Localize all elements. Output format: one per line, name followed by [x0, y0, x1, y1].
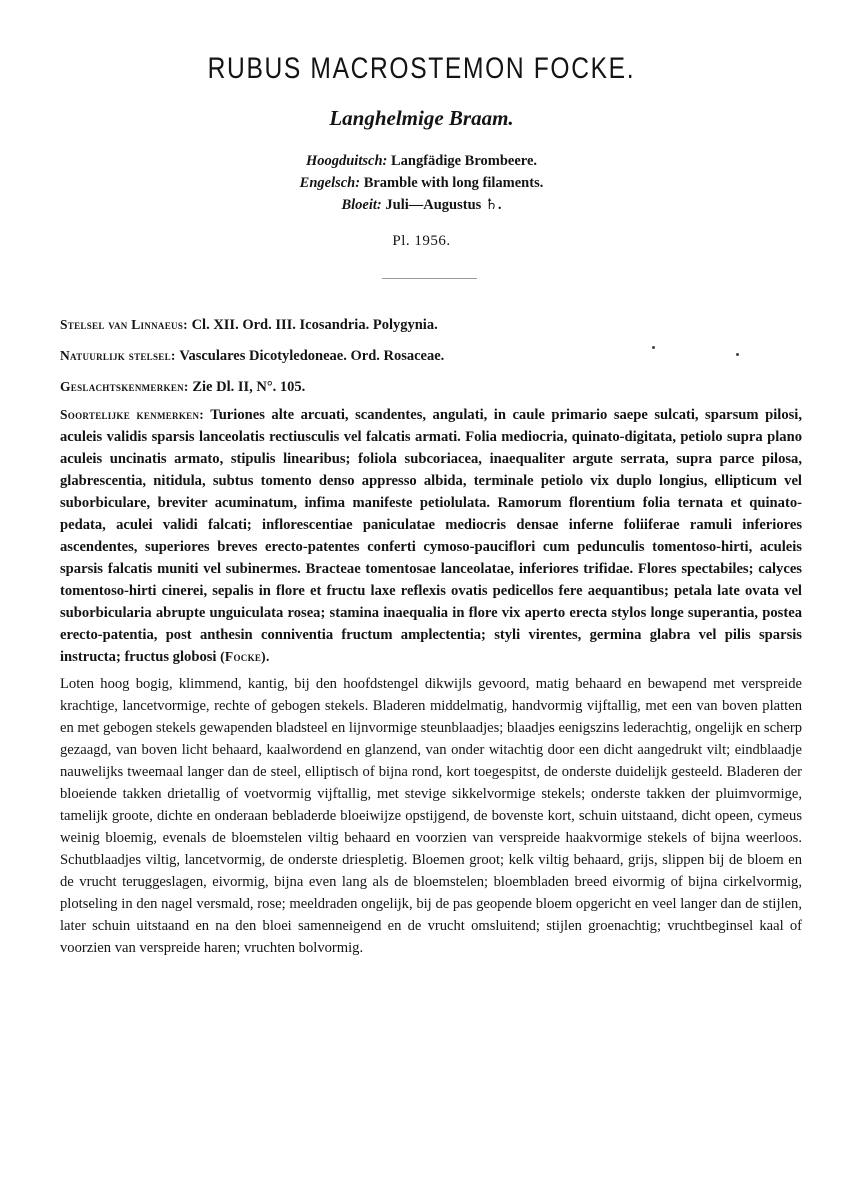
print-speck	[736, 353, 739, 356]
dutch-description-paragraph: Loten hoog bogig, klimmend, kantig, bij den hoofdstengel dikwijls gevoord, matig behaard en bewapend met verspreide krachtige, lancetvormige, rechte of gebogen stekels. Bladeren middelmatig, handvormig vijftallig, met een van boven platten en met gebogen stekels gewapenden bladsteel en lijnvormige steunblaadjes; blaadjes eenigszins lederachtig, ongelijk en scherp gezaagd, van boven licht behaard, kaalwordend en glanzend, van onder witachtig door een dicht aangedrukt vilt; eindblaadje nauwelijks tweemaal langer dan de steel, elliptisch of bijna rond, kort toegespitst, de onderste duidelijk gesteeld. Bladeren der bloeiende takken drietallig of voetvormig vijftallig, met stevige sikkelvormige stekels; onderste takken der pluimvormige, tamelijk groote, dichte en onderaan bebladerde bloeiwijze opstijgend, de bovenste kort, schuin uitstaand, dicht opeen, cymeus weinig bloemig, evenals de bloemstelen viltig behaard en voorzien van verspreide haakvormige stekels of bijna weerloos. Schutblaadjes viltig, lancetvormig, de onderste driespletig. Bloemen groot; kelk viltig behaard, grijs, slippen bij de bloem en de vrucht teruggeslagen, eivormig, bijna even lang als de bloemstelen; bloembladen breed eivormig of bijna cirkelvormig, plotseling in den nagel versmald, rose; meeldraden ongelijk, bij de pas geopende bloem opgericht en veel langer dan de stijlen, later schuin uitstaand en na den bloei samenneigend en de vrucht omsluitend; stijlen groenachtig; vruchtbeginsel kaal of voorzien van verspreide haren; vruchten bolvormig.	[60, 676, 803, 956]
name-value: Langfädige Brombeere.	[390, 153, 538, 169]
name-value: Bramble with long filaments.	[363, 175, 544, 191]
classification-label: Geslachtskenmerken:	[60, 379, 189, 394]
name-row-flowering	[0, 194, 843, 216]
divider	[382, 278, 477, 279]
classification-value: Zie Dl. II, N°. 105.	[192, 379, 306, 395]
species-characters-paragraph	[60, 404, 802, 668]
page-title: RUBUS MACROSTEMON FOCKE.	[207, 52, 636, 85]
plate-number: Pl. 1956.	[392, 233, 451, 249]
classification-value: Cl. XII. Ord. III. Icosandria. Polygynia.	[191, 317, 438, 333]
classification-natural	[60, 345, 800, 376]
name-label: Hoogduitsch:	[305, 153, 388, 169]
classification-block	[60, 314, 800, 407]
classification-label: Natuurlijk stelsel:	[60, 348, 176, 363]
print-speck	[652, 346, 655, 349]
common-names-block	[0, 150, 843, 216]
name-label: Bloeit:	[341, 197, 382, 213]
classification-value: Vasculares Dicotyledoneae. Ord. Rosaceae.	[179, 348, 445, 364]
classification-linnaeus	[60, 314, 800, 345]
classification-genus	[60, 376, 800, 407]
name-value: Juli—Augustus ♄.	[385, 197, 502, 213]
text-body	[60, 404, 802, 964]
species-characters-label: Soortelijke kenmerken:	[60, 407, 205, 422]
name-row-german	[0, 150, 843, 172]
species-characters-text: Turiones alte arcuati, scandentes, angulati, in caule primario saepe sulcati, sparsum pilosi, aculeis validis sparsis lanceolatis rectiusculis vel falcatis armati. Folia mediocria, quinato-digitata, petiolo supra plano aculeis uncinatis armato, stipulis linearibus; foliola subcoriacea, inaequaliter argute serrata, supra parce pilosa, glabrescentia, nitidula, subtus tomento denso appresso albida, terminale petiolo vix duplo longius, ellipticum vel suborbiculare, breviter acuminatum, infima manifeste petiolulata. Ramorum florentium folia ternata et quinato-pedata, aculei validi falcati; inflorescentiae paniculatae mediocris densae inferne foliiferae ramuli inferiores ascendentes, superiores breves erecto-patentes conferti cymoso-pauciflori cum pedunculis tomentoso-hirti, aculeis sparsis falcatis muniti vel subinermes. Bracteae tomentosae lanceolatae, inferiores trifidae. Flores spectabiles; calyces tomentoso-hirti cinerei, sepalis in flore et fructu laxe reflexis ovatis pedicellos fere aequantibus; petala late ovata vel suborbicularia abrupte unguiculata rosea; stamina inaequalia in flore vix aperto erecta stylos longe superantia, postea erecto-patentia, post anthesin conniventia fructum amplectentia; styli virentes, germina glabra vel pilis sparsis instructa; fructus globosi	[60, 407, 802, 665]
species-characters-author: (Focke).	[220, 649, 270, 664]
classification-label: Stelsel van Linnaeus:	[60, 317, 188, 332]
dutch-common-name: Langhelmige Braam.	[329, 106, 514, 130]
name-row-english	[0, 172, 843, 194]
name-label: Engelsch:	[299, 175, 361, 191]
